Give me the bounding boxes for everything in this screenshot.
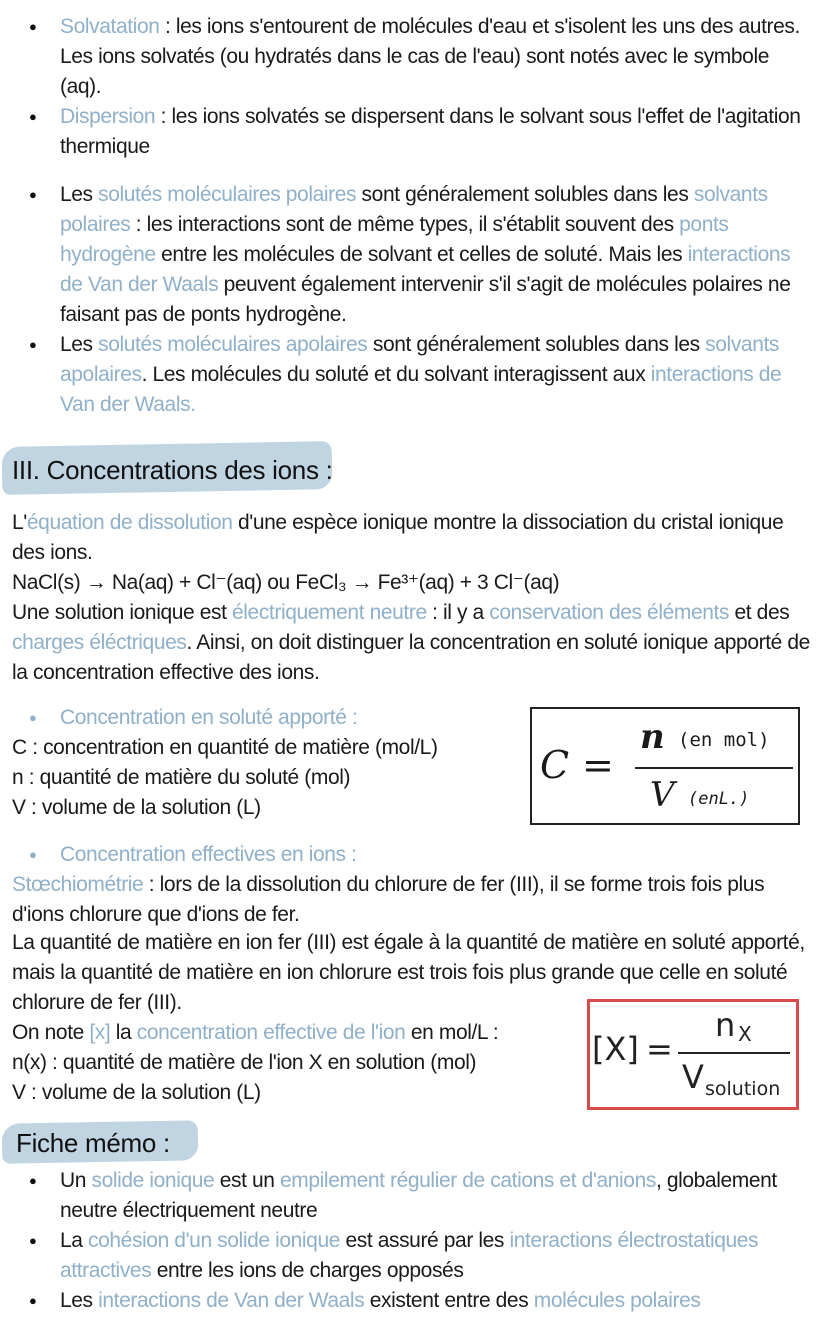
definition-line: n(x) : quantité de matière de l'ion X en solution (mol): [12, 1051, 477, 1074]
heading-text: III. Concentrations des ions :: [12, 455, 333, 485]
formula-equals: =: [646, 1030, 673, 1068]
dissolution-equation: NaCl(s) → Na(aq) + Cl⁻(aq) ou FeCl₃ → Fe³⁺(aq) + 3 Cl⁻(aq): [12, 571, 560, 594]
heading-text: Fiche mémo :: [16, 1128, 170, 1158]
paragraph: On note [x] la concentration effective de l'ion en mol/L :: [12, 1021, 499, 1044]
definition-line: n : quantité de matière du soluté (mol): [12, 766, 351, 789]
formula-denominator-unit: (enL.): [688, 789, 750, 809]
formula-denominator: V: [650, 775, 675, 815]
list-item: ● Concentration effectives en ions :: [0, 840, 520, 870]
section-heading: [0, 452, 340, 490]
formula-lhs: [X]: [592, 1030, 639, 1068]
formula-equals: =: [582, 743, 614, 787]
paragraph: Stœchiométrie : lors de la dissolution du chlorure de fer (III), il se forme trois fois plus d'ions chlorure que d'ions de fer.: [12, 873, 765, 926]
list-item: ● Les interactions de Van der Waals existent entre des molécules polaires: [0, 1286, 810, 1316]
list-item: ● Concentration en soluté apporté :: [0, 703, 520, 733]
subsection-title: [0, 840, 520, 870]
list-item: ● Les solutés moléculaires polaires sont généralement solubles dans les solvants polaires : les interactions sont de même types, il s'établit souvent des ponts hydrogène entre les molécules de solvant et celles de soluté. Mais les interactions de Van der Waals peuvent également intervenir s'il s'agit de molécules polaires ne faisant pas de ponts hydrogène.: [0, 180, 815, 330]
formula-numerator-sub: X: [738, 1022, 752, 1046]
definition-line: V : volume de la solution (L): [12, 1081, 261, 1104]
paragraph: La quantité de matière en ion fer (III) est égale à la quantité de matière en soluté apporté, mais la quantité de matière en ion chlorure est trois fois plus grande que celle en soluté chlorure de fer (III).: [12, 931, 805, 1014]
subsection-title: [0, 703, 520, 733]
formula-box-red: [587, 999, 799, 1110]
formula-lhs: C: [540, 743, 570, 787]
paragraph: Une solution ionique est électriquement neutre : il y a conservation des éléments et des charges éléctriques. Ainsi, on doit distinguer la concentration en soluté ionique apporté de la concentration effective des ions.: [12, 601, 810, 684]
definition-line: V : volume de la solution (L): [12, 796, 261, 819]
list-item: ● Dispersion : les ions solvatés se dispersent dans le solvant sous l'effet de l'agitation thermique: [0, 102, 815, 162]
memo-list: [0, 1166, 810, 1316]
paragraph: L'équation de dissolution d'une espèce ionique montre la dissociation du cristal ionique des ions.: [12, 511, 784, 564]
formula-denominator: V: [682, 1058, 704, 1096]
formula-denominator-sub: solution: [705, 1078, 781, 1100]
formula-numerator: n: [640, 717, 665, 757]
fraction-bar: [678, 1052, 790, 1054]
list-item: ● Solvatation : les ions s'entourent de molécules d'eau et s'isolent les uns des autres. Les ions solvatés (ou hydratés dans le cas de l'eau) sont notés avec le symbole (aq).: [0, 12, 815, 102]
formula-numerator: n: [715, 1006, 736, 1044]
list-item: ● Les solutés moléculaires apolaires sont généralement solubles dans les solvants apolaires. Les molécules du soluté et du solvant interagissent aux interactions de Van der Waals.: [0, 330, 815, 420]
dissolution-steps-list: [0, 12, 815, 162]
list-item: ● Un solide ionique est un empilement régulier de cations et d'anions, globalement neutre électriquement neutre: [0, 1166, 810, 1226]
list-item: ● La cohésion d'un solide ionique est assuré par les interactions électrostatiques attractives entre les ions de charges opposés: [0, 1226, 810, 1286]
memo-heading: [0, 1126, 200, 1164]
solubility-list: [0, 180, 815, 420]
formula-box: [530, 707, 800, 825]
definition-line: C : concentration en quantité de matière (mol/L): [12, 736, 438, 759]
fraction-bar: [635, 767, 793, 769]
formula-numerator-unit: (en mol): [678, 729, 770, 751]
